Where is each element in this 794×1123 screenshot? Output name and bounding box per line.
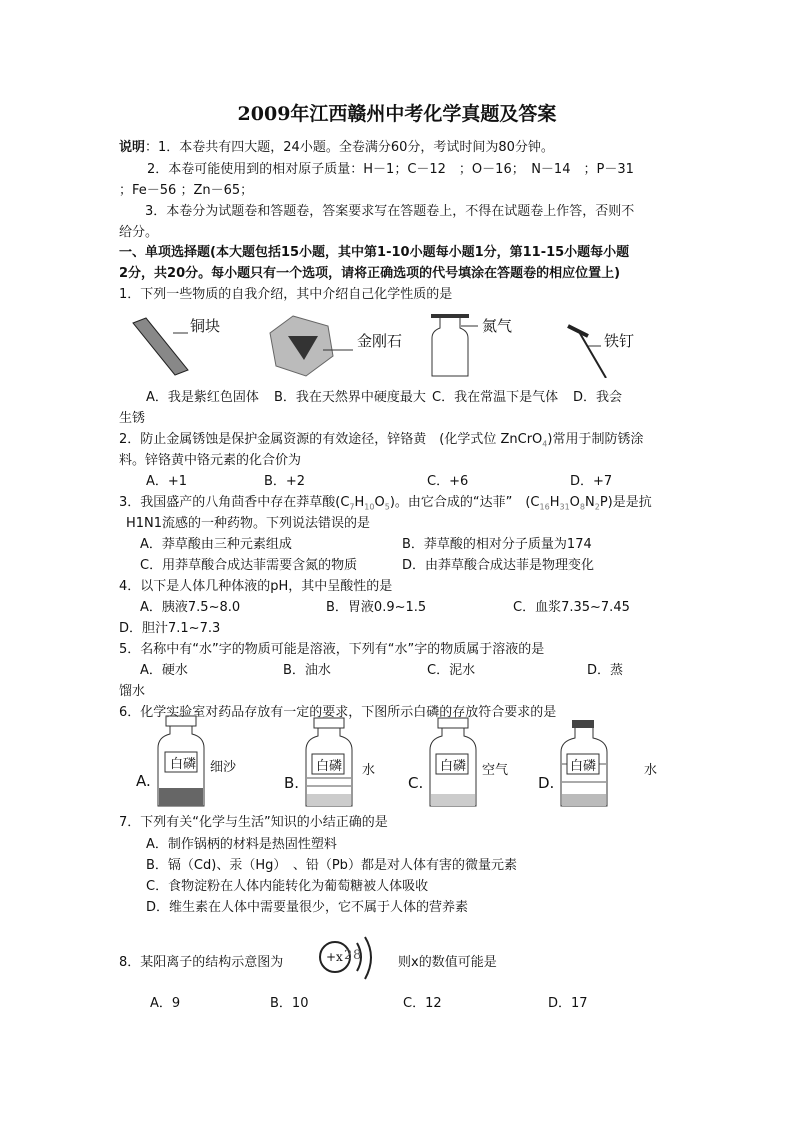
q7-option-d: D．维生素在人体中需要量很少，它不属于人体的营养素 bbox=[146, 900, 469, 915]
q2-sub: 4 bbox=[542, 439, 548, 449]
q3-option-b: B．莽草酸的相对分子质量为174 bbox=[402, 537, 592, 552]
q2-option-d: D．+7 bbox=[570, 474, 613, 489]
q7-option-c: C．食物淀粉在人体内能转化为葡萄糖被人体吸收 bbox=[146, 879, 429, 894]
q1-label-nail: 铁钉 bbox=[604, 332, 635, 350]
q5-option-b: B．油水 bbox=[283, 663, 331, 678]
q7-option-a: A．制作锅柄的材料是热固性塑料 bbox=[146, 837, 337, 852]
q6-stem: 6．化学实验室对药品存放有一定的要求，下图所示白磷的存放符合要求的是 bbox=[119, 705, 557, 720]
q8-option-d: D．17 bbox=[548, 996, 588, 1011]
section-heading-2: 2分，共20分。每小题只有一个选项，请将正确选项的代号填涂在答题卷的相应位置上) bbox=[119, 266, 621, 281]
bottle-d-note: 水 bbox=[644, 763, 658, 778]
nucleus-charge: +x bbox=[326, 950, 343, 964]
bottle-a-label: 白磷 bbox=[170, 757, 197, 772]
el: O bbox=[569, 495, 580, 510]
bottle-a-option: A. bbox=[136, 772, 151, 790]
bottle-c-option: C. bbox=[408, 774, 424, 792]
q1-option-b: B．我在天然界中硬度最大 bbox=[274, 390, 426, 405]
q3-stem bbox=[119, 495, 652, 516]
q2-text-b: )常用于制防锈涂 bbox=[547, 432, 644, 447]
bottle-d-label: 白磷 bbox=[570, 759, 597, 774]
q1-option-d-cont: 生锈 bbox=[119, 411, 146, 426]
q4-stem: 4．以下是人体几种体液的pH，其中呈酸性的是 bbox=[119, 579, 393, 594]
q4-option-d: D．胆汁7.1~7.3 bbox=[119, 621, 221, 636]
q4-option-a: A．胰液7.5~8.0 bbox=[140, 600, 241, 615]
bottle-d-option: D. bbox=[538, 774, 555, 792]
bottle-c-label: 白磷 bbox=[440, 759, 467, 774]
q3-text-b: )。由它合成的“达菲” (C bbox=[389, 495, 540, 510]
q3-option-a: A．莽草酸由三种元素组成 bbox=[140, 537, 292, 552]
el: P bbox=[599, 495, 608, 510]
q1-label-copper: 铜块 bbox=[190, 317, 221, 335]
sub: 10 bbox=[364, 502, 375, 512]
note-3b: 给分。 bbox=[119, 225, 159, 240]
sub: 16 bbox=[539, 502, 550, 512]
q1-option-d: D．我会 bbox=[573, 390, 623, 405]
shell-1-electrons: 2 bbox=[344, 948, 353, 963]
q5-option-a: A．硬水 bbox=[140, 663, 188, 678]
page-title: 2009年江西赣州中考化学真题及答案 bbox=[237, 103, 557, 125]
q7-stem: 7．下列有关“化学与生活”知识的小结正确的是 bbox=[119, 815, 388, 830]
el: H bbox=[354, 495, 365, 510]
note-2b: ；Fe－56 ；Zn－65； bbox=[119, 183, 254, 198]
q8-stem: 8．某阳离子的结构示意图为 bbox=[119, 955, 284, 970]
q5-option-d-cont: 馏水 bbox=[119, 684, 146, 699]
el: H bbox=[549, 495, 560, 510]
iron-nail-icon bbox=[568, 326, 606, 378]
q2-option-c: C．+6 bbox=[427, 474, 469, 489]
q5-option-d: D．蒸 bbox=[587, 663, 624, 678]
copper-block-icon bbox=[133, 318, 188, 375]
sub: 2 bbox=[594, 502, 600, 512]
sub: 5 bbox=[384, 502, 390, 512]
sub: 8 bbox=[579, 502, 585, 512]
q5-option-c: C．泥水 bbox=[427, 663, 476, 678]
shell-2-electrons: 8 bbox=[353, 948, 362, 963]
q2-text: 2．防止金属锈蚀是保护金属资源的有效途径，锌铬黄 (化学式位 ZnCrO bbox=[119, 432, 543, 447]
q2-option-b: B．+2 bbox=[264, 474, 306, 489]
sub: 7 bbox=[349, 502, 355, 512]
q1-option-a: A．我是紫红色固体 bbox=[146, 390, 259, 405]
diamond-icon bbox=[270, 316, 353, 376]
q3-option-c: C．用莽草酸合成达菲需要含氮的物质 bbox=[140, 558, 358, 573]
bottle-b-note: 水 bbox=[362, 763, 376, 778]
bottle-b-option: B. bbox=[284, 774, 300, 792]
q8-option-a: A．9 bbox=[150, 996, 181, 1011]
q1-label-diamond: 金刚石 bbox=[357, 332, 403, 350]
note-3: 3．本卷分为试题卷和答题卷，答案要求写在答题卷上，不得在试题卷上作答，否则不 bbox=[145, 204, 635, 219]
note-1 bbox=[119, 140, 554, 156]
bottle-c-note: 空气 bbox=[482, 763, 509, 778]
bottle-b-label: 白磷 bbox=[316, 759, 343, 774]
q3-text-c: )是是抗 bbox=[607, 495, 652, 510]
q3-option-d: D．由莽草酸合成达菲是物理变化 bbox=[402, 558, 595, 573]
q8-option-b: B．10 bbox=[270, 996, 309, 1011]
q7-option-b: B．镉（Cd)、汞（Hg） 、铅（Pb）都是对人体有害的微量元素 bbox=[146, 858, 517, 873]
q1-stem: 1．下列一些物质的自我介绍，其中介绍自己化学性质的是 bbox=[119, 287, 453, 302]
q1-option-c: C．我在常温下是气体 bbox=[432, 390, 559, 405]
q1-label-nitrogen: 氮气 bbox=[482, 317, 513, 335]
q8-stem-2: 则x的数值可能是 bbox=[398, 955, 497, 970]
note-1-text: ：1．本卷共有四大题，24小题。全卷满分60分，考试时间为80分钟。 bbox=[145, 140, 554, 155]
el: N bbox=[585, 495, 595, 510]
q3-text: 3．我国盛产的八角茴香中存在莽草酸(C bbox=[119, 495, 350, 510]
sub: 31 bbox=[559, 502, 570, 512]
q4-option-c: C．血浆7.35~7.45 bbox=[513, 600, 630, 615]
note-2: 2．本卷可能使用到的相对原子质量：H－1；C－12 ；O－16； N－14 ；P－31 bbox=[147, 162, 634, 177]
gas-bottle-icon bbox=[431, 314, 478, 376]
q8-option-c: C．12 bbox=[403, 996, 442, 1011]
q3-stem-2: H1N1流感的一种药物。下列说法错误的是 bbox=[126, 516, 371, 531]
q2-stem-2: 料。锌铬黄中铬元素的化合价为 bbox=[119, 453, 302, 468]
el: O bbox=[374, 495, 385, 510]
q5-stem: 5．名称中有“水”字的物质可能是溶液，下列有“水”字的物质属于溶液的是 bbox=[119, 642, 545, 657]
bottle-a-note: 细沙 bbox=[210, 760, 237, 775]
q2-stem bbox=[119, 432, 643, 453]
note-label: 说明 bbox=[119, 140, 146, 155]
section-heading: 一、单项选择题(本大题包括15小题，其中第1-10小题每小题1分，第11-15小题每小题 bbox=[119, 245, 630, 260]
q2-option-a: A．+1 bbox=[146, 474, 188, 489]
q4-option-b: B．胃液0.9~1.5 bbox=[326, 600, 427, 615]
